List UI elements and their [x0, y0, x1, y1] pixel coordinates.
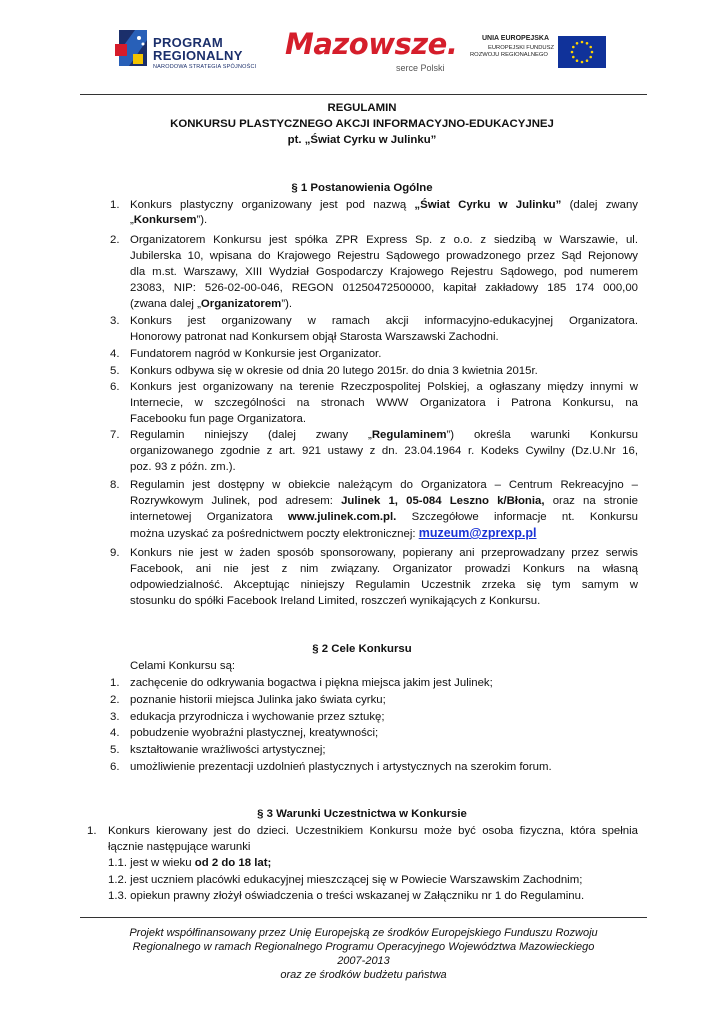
s3-sub3-number: 1.3.	[108, 890, 127, 902]
doc-title-line2: KONKURSU PLASTYCZNEGO AKCJI INFORMACYJNO-EDUKACYJNEJ	[170, 118, 554, 130]
s1-item3-number: 3.	[110, 315, 120, 327]
s1-item1-number: 1.	[110, 199, 120, 211]
program-regionalny-logo	[113, 26, 273, 76]
s1-item9-line3: odpowiedzialność. Akceptując niniejszy Regulamin Uczestnik zrzeka się tym samym w	[130, 579, 638, 591]
header-logos	[0, 0, 724, 100]
section2-heading: § 2 Cele Konkursu	[312, 643, 412, 655]
s1-item8-number: 8.	[110, 479, 120, 491]
s1-item2-line2: Jubilerska 10, wpisana do Krajowego Rejestru Sądowego prowadzonego przez Sąd Rejonowy	[130, 250, 638, 262]
s3-sub2	[108, 873, 582, 888]
s1-item7-line3: poz. 93 z późn. zm.).	[130, 461, 236, 473]
s1-item6-line2: Internecie, w szczególności na stronach WWW Organizatora i Patrona Konkursu, na	[130, 397, 638, 409]
eu-logo-line3: ROZWOJU REGIONALNEGO	[470, 52, 548, 58]
s1-item5-line1: Konkurs odbywa się w okresie od dnia 20 lutego 2015r. do dnia 3 kwietnia 2015r.	[130, 365, 538, 377]
s1-item2-line3: dla m.st. Warszawy, XIII Wydział Gospodarczy Krajowego Rejestru Sądowego, pod numerem	[130, 266, 638, 278]
s3-item1-line1: Konkurs kierowany jest do dzieci. Uczestnikiem Konkursu może być osoba fizyczna, która spełnia	[108, 825, 638, 837]
s2-item6-number: 6.	[110, 761, 120, 773]
s3-sub3-text: opiekun prawny złożył oświadczenia o treści wskazanej w Załączniku nr 1 do Regulaminu.	[130, 890, 585, 902]
eu-flag-icon	[558, 36, 606, 68]
program-logo-line1: PROGRAM	[153, 35, 223, 50]
mazowsze-logo-word: Mazowsze.	[285, 27, 458, 61]
program-logo-line3: NARODOWA STRATEGIA SPÓJNOŚCI	[153, 64, 257, 70]
s1-item9-line2: Facebook, ani nie jest z nim związany. Organizator prowadzi Konkurs na własną	[130, 563, 638, 575]
s2-item2-number: 2.	[110, 694, 120, 706]
footer-line1: Projekt współfinansowany przez Unię Europejską ze środków Europejskiego Funduszu Rozwoju	[129, 927, 598, 939]
s3-sub2-number: 1.2.	[108, 874, 127, 886]
s1-item5-number: 5.	[110, 365, 120, 377]
s1-item9-line1: Konkurs nie jest w żaden sposób sponsorowany, popierany ani przeprowadzany przez serwis	[130, 547, 638, 559]
s2-item6-text: umożliwienie prezentacji uzdolnień plastycznych i artystycznych na szerokim forum.	[130, 761, 552, 773]
s2-item1-number: 1.	[110, 677, 120, 689]
s1-item8-line1: Regulamin jest dostępny w obiekcie należącym do Organizatora – Centrum Rekreacyjno –	[130, 479, 638, 491]
eu-logo-line2: EUROPEJSKI FUNDUSZ	[487, 45, 554, 51]
doc-title-line1: REGULAMIN	[327, 102, 397, 114]
s1-item6-number: 6.	[110, 381, 120, 393]
s3-item1-line2: łącznie następujące warunki	[108, 841, 251, 853]
s1-item8-line4	[130, 526, 536, 542]
s1-item1-line1: Konkurs plastyczny organizowany jest pod nazwą „Świat Cyrku w Julinku” (dalej zwany	[130, 199, 638, 211]
s3-item1-number: 1.	[87, 825, 97, 837]
s2-item2-text: poznanie historii miejsca Julinka jako świata cyrku;	[130, 694, 386, 706]
s1-item6-line1: Konkurs jest organizowany na terenie Rzeczpospolitej Polskiej, a ogłaszany między innymi w	[130, 381, 638, 393]
s1-item7-line2: organizowanego zgodnie z art. 921 ustawy z dn. 23.04.1964 r. Kodeks Cywilny (Dz.U.Nr 16,	[130, 445, 638, 457]
s1-item7-number: 7.	[110, 429, 120, 441]
footer-line4: oraz ze środków budżetu państwa	[280, 969, 447, 981]
mazowsze-logo-subtitle: serce Polski	[396, 63, 445, 73]
s1-item7-line1: Regulamin niniejszy (dalej zwany „Regulaminem”) określa warunki Konkursu	[130, 429, 638, 441]
s1-item9-line4: stosunku do spółki Facebook Ireland Limited, roszczeń wynikających z Konkursu.	[130, 595, 541, 607]
s1-item2-line4: 23083, NIP: 526-02-00-046, REGON 01250472500000, kapitał zakładowy 185 174 000,00	[130, 282, 638, 294]
s1-item1-line2: „Konkursem”).	[130, 214, 208, 226]
section1-heading: § 1 Postanowienia Ogólne	[291, 182, 433, 194]
s2-item1-text: zachęcenie do odkrywania bogactwa i piękna miejsca jakim jest Julinek;	[130, 677, 493, 689]
s1-item2-number: 2.	[110, 234, 120, 246]
program-regionalny-mark-icon	[113, 26, 151, 70]
eu-logo	[470, 35, 610, 75]
s1-item4-number: 4.	[110, 348, 120, 360]
s3-sub1-number: 1.1.	[108, 857, 127, 869]
footer-line2: Regionalnego w ramach Regionalnego Programu Operacyjnego Województwa Mazowieckiego	[132, 941, 595, 953]
s1-item3-line2: Honorowy patronat nad Konkursem objął Starosta Warszawski Zachodni.	[130, 331, 499, 343]
s2-item4-number: 4.	[110, 727, 120, 739]
s3-sub2-text: jest uczniem placówki edukacyjnej mieszczącej się w Powiecie Warszawskim Zachodnim;	[130, 874, 583, 886]
s3-sub1-bold: od 2 do 18 lat;	[194, 857, 272, 869]
s3-sub1	[108, 856, 271, 871]
s2-item5-number: 5.	[110, 744, 120, 756]
section2-intro: Celami Konkursu są:	[130, 660, 236, 672]
s1-item8-line2: Rozrywkowym Julinek, pod adresem: Julinek 1, 05-084 Leszno k/Błonia, oraz na stronie	[130, 495, 638, 507]
s1-item4-line1: Fundatorem nagród w Konkursie jest Organizator.	[130, 348, 382, 360]
s2-item3-text: edukacja przyrodnicza i wychowanie przez sztukę;	[130, 711, 385, 723]
footer-line3: 2007-2013	[337, 955, 390, 967]
s1-item3-line1: Konkurs jest organizowany w ramach akcji informacyjno-edukacyjnej Organizatora.	[130, 315, 638, 327]
contact-email-link[interactable]: muzeum@zprexp.pl	[418, 526, 537, 540]
mazowsze-logo	[285, 27, 458, 74]
section3-heading: § 3 Warunki Uczestnictwa w Konkursie	[257, 808, 467, 820]
s1-item9-number: 9.	[110, 547, 120, 559]
s1-item8-line3: internetowej Organizatora www.julinek.com.pl. Szczegółowe informacje nt. Konkursu	[130, 511, 638, 523]
header-divider	[80, 94, 647, 95]
s2-item3-number: 3.	[110, 711, 120, 723]
eu-logo-line1: UNIA EUROPEJSKA	[482, 35, 550, 42]
s1-item8-line4-text: można uzyskać za pośrednictwem poczty elektronicznej:	[130, 528, 416, 540]
s3-sub1-text: jest w wieku	[130, 857, 192, 869]
s1-item6-line3: Facebooku fun page Organizatora.	[130, 413, 307, 425]
s1-item2-line1: Organizatorem Konkursu jest spółka ZPR Express Sp. z o.o. z siedzibą w Warszawie, ul.	[130, 234, 638, 246]
s2-item4-text: pobudzenie wyobraźni plastycznej, kreatywności;	[130, 727, 379, 739]
s1-item2-line5: (zwana dalej „Organizatorem”).	[130, 298, 293, 310]
doc-title-line3: pt. „Świat Cyrku w Julinku”	[287, 134, 437, 146]
s3-sub3	[108, 889, 584, 904]
s2-item5-text: kształtowanie wrażliwości artystycznej;	[130, 744, 326, 756]
program-logo-line2: REGIONALNY	[153, 48, 243, 63]
footer-divider	[80, 917, 647, 918]
